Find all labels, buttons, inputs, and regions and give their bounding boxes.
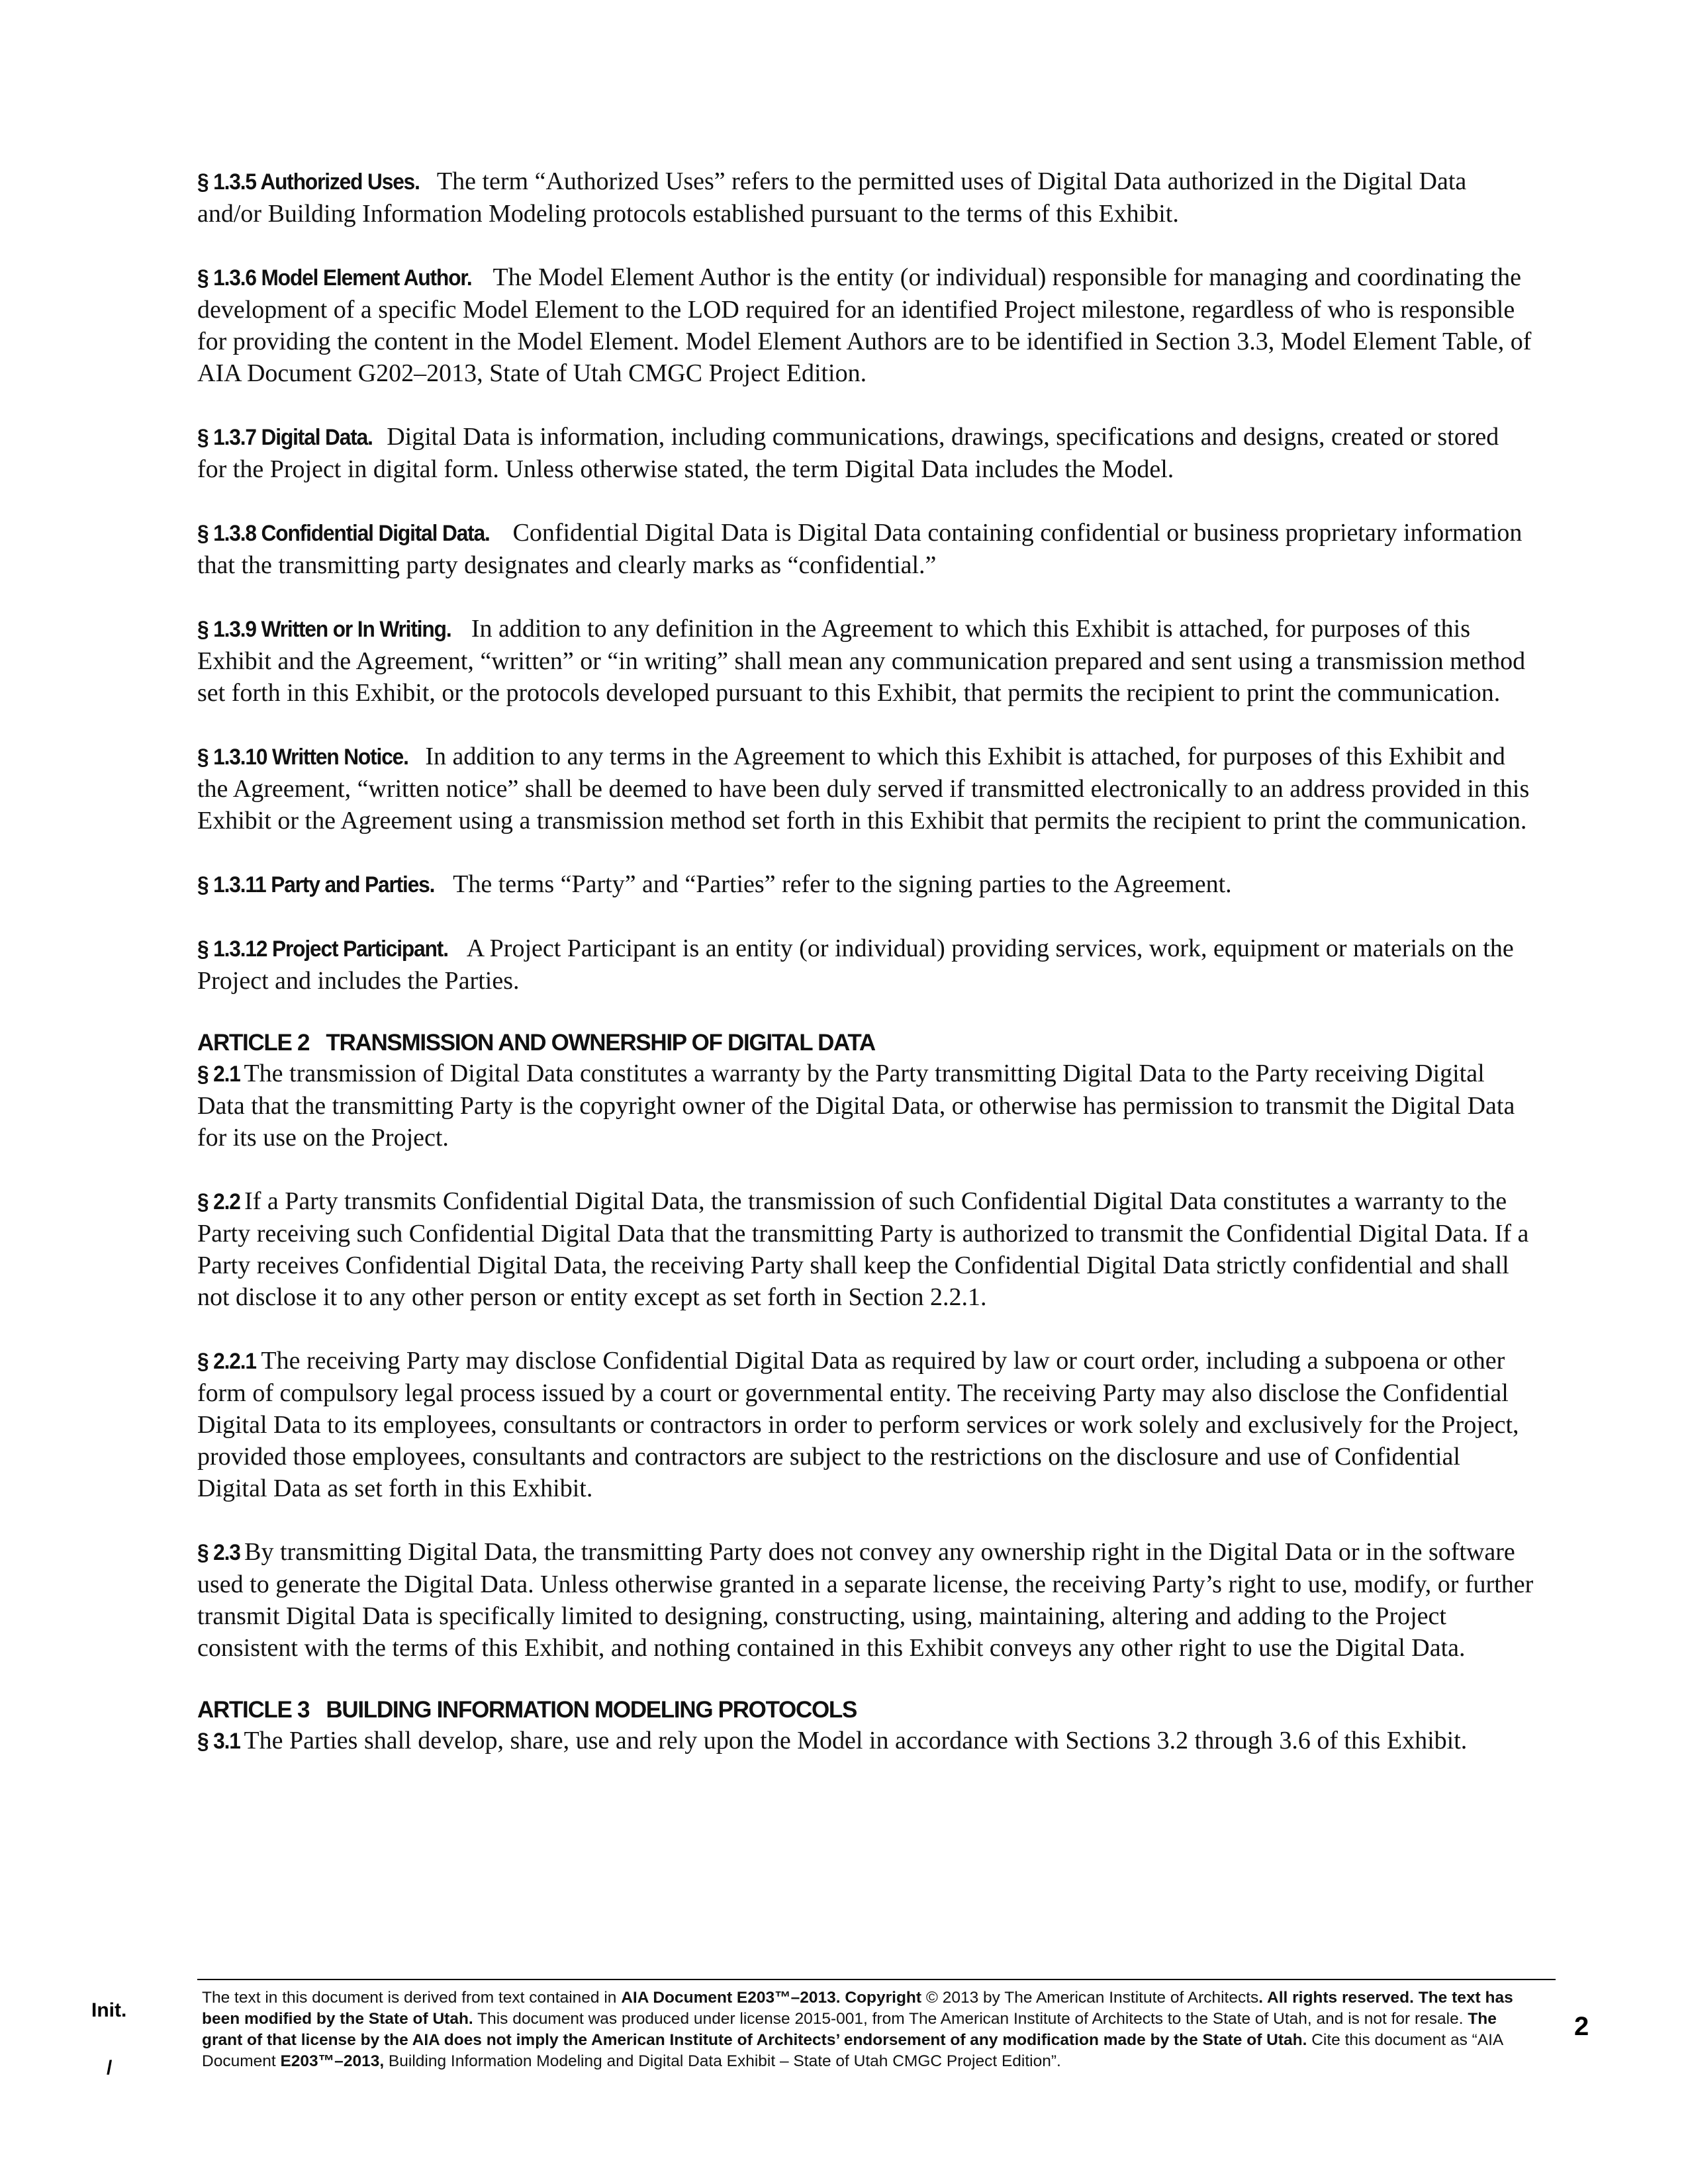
article-2-title: ARTICLE 2 TRANSMISSION AND OWNERSHIP OF DIGITAL DATA <box>197 1030 875 1056</box>
copyright-notice-part: Building Information Modeling and Digital Data Exhibit – State of Utah CMGC Project Edition”. <box>384 2052 1061 2070</box>
section-heading: § 1.3.12 Project Participant. <box>197 936 448 962</box>
section-text: Digital Data is information, including communications, drawings, specifications and designs, created or stored for the Project in digital form. Unless otherwise stated, the term Digital Data includes the Model. <box>197 423 1499 483</box>
section-text: The Parties shall develop, share, use and rely upon the Model in accordance with Sections 3.2 through 3.6 of this Exhibit. <box>238 1727 1468 1754</box>
copyright-notice-part: . All rights reserved. The text has been modified by the State of Utah. <box>202 1989 1513 2028</box>
section-text: In addition to any definition in the Agreement to which this Exhibit is attached, for purposes of this Exhibit and the Agreement, “written” or “in writing” shall mean any communication prepared and sent using a transmission method set forth in this Exhibit, or the protocols developed pursuant to this Exhibit, that permits the recipient to print the communication. <box>197 615 1526 707</box>
section-1-3-11 <box>197 868 1534 901</box>
section-heading: § 1.3.8 Confidential Digital Data. <box>197 521 490 546</box>
section-1-3-7 <box>197 421 1534 485</box>
section-text: The term “Authorized Uses” refers to the permitted uses of Digital Data authorized in the Digital Data and/or Building Information Modeling protocols established pursuant to the terms of this Exhibit. <box>197 167 1467 228</box>
initials-slash: / <box>107 2057 113 2079</box>
section-heading: § 1.3.7 Digital Data. <box>197 425 373 450</box>
footer-divider <box>197 1979 1556 1980</box>
section-2-2-1 <box>197 1345 1534 1504</box>
article-2 <box>197 1028 1534 1154</box>
article-3 <box>197 1696 1534 1757</box>
document-body <box>197 165 1534 1789</box>
section-text: Confidential Digital Data is Digital Data containing confidential or business proprietary information that the transmitting party designates and clearly marks as “confidential.” <box>197 519 1523 579</box>
section-1-3-6 <box>197 261 1534 389</box>
section-heading: § 2.3 <box>197 1540 240 1565</box>
section-text: By transmitting Digital Data, the transmitting Party does not convey any ownership right in the Digital Data or in the software used to generate the Digital Data. Unless otherwise granted in a separate license, the receiving Party’s right to use, modify, or further transmit Digital Data is specifically limited to designing, constructing, using, maintaining, altering and adding to the Project consistent with the terms of this Exhibit, and nothing contained in this Exhibit conveys any other right to use the Digital Data. <box>197 1538 1534 1662</box>
page-number: 2 <box>1574 2012 1589 2041</box>
copyright-notice-part: The text in this document is derived from text contained in <box>202 1989 622 2007</box>
section-text: The Model Element Author is the entity (or individual) responsible for managing and coordinating the development of a specific Model Element to the LOD required for an identified Project milestone, regardless of who is responsible for providing the content in the Model Element. Model Element Authors are to be identified in Section 3.3, Model Element Table, of AIA Document G202–2013, State of Utah CMGC Project Edition. <box>197 263 1532 387</box>
copyright-notice <box>202 1987 1532 2072</box>
section-3-1 <box>197 1725 1534 1757</box>
section-1-3-8 <box>197 517 1534 581</box>
copyright-notice-part: This document was produced under license 2015-001, from The American Institute of Architects to the State of Utah, and is not for resale. <box>473 2010 1468 2028</box>
section-2-1 <box>197 1058 1534 1154</box>
article-3-title: ARTICLE 3 BUILDING INFORMATION MODELING PROTOCOLS <box>197 1697 857 1723</box>
section-heading: § 1.3.10 Written Notice. <box>197 745 408 770</box>
section-1-3-12 <box>197 933 1534 997</box>
copyright-notice-part: The grant of that license by the AIA does not imply the American Institute of Architects’ endorsement of any modification made by the State of Utah. <box>202 2010 1497 2049</box>
section-1-3-10 <box>197 741 1534 837</box>
section-heading: § 3.1 <box>197 1729 240 1754</box>
section-heading: § 1.3.6 Model Element Author. <box>197 265 472 291</box>
section-heading: § 1.3.9 Written or In Writing. <box>197 617 451 642</box>
section-heading: § 2.1 <box>197 1062 240 1087</box>
section-text: The terms “Party” and “Parties” refer to the signing parties to the Agreement. <box>447 870 1232 898</box>
section-heading: § 2.2 <box>197 1189 240 1214</box>
section-text: In addition to any terms in the Agreement to which this Exhibit is attached, for purposes of this Exhibit and the Agreement, “written notice” shall be deemed to have been duly served if transmitted electronically to an address provided in this Exhibit or the Agreement using a transmission method set forth in this Exhibit that permits the recipient to print the communication. <box>197 743 1530 835</box>
section-2-2 <box>197 1185 1534 1313</box>
section-heading: § 1.3.5 Authorized Uses. <box>197 169 420 195</box>
section-text: If a Party transmits Confidential Digital Data, the transmission of such Confidential Digital Data constitutes a warranty to the Party receiving such Confidential Digital Data that the transmitting Party is authorized to transmit the Confidential Digital Data. If a Party receives Confidential Digital Data, the receiving Party shall keep the Confidential Digital Data strictly confidential and shall not disclose it to any other person or entity except as set forth in Section 2.2.1. <box>197 1187 1529 1311</box>
section-1-3-5 <box>197 165 1534 230</box>
section-text: A Project Participant is an entity (or individual) providing services, work, equipment or materials on the Project and includes the Parties. <box>197 934 1514 995</box>
section-text: The receiving Party may disclose Confidential Digital Data as required by law or court order, including a subpoena or other form of compulsory legal process issued by a court or governmental entity. The receiving Party may also disclose the Confidential Digital Data to its employees, consultants or contractors in order to perform services or work solely and exclusively for the Project, provided those employees, consultants and contractors are subject to the restrictions on the disclosure and use of Confidential Digital Data as set forth in this Exhibit. <box>197 1347 1519 1502</box>
initials-label: Init. <box>91 1999 127 2021</box>
copyright-notice-part: Cite this document as “AIA Document <box>202 2031 1503 2070</box>
section-2-3 <box>197 1536 1534 1664</box>
copyright-notice-part: AIA Document E203™–2013. Copyright <box>621 1989 922 2007</box>
copyright-notice-part: E203™–2013, <box>280 2052 385 2070</box>
section-1-3-9 <box>197 613 1534 709</box>
section-heading: § 2.2.1 <box>197 1349 256 1374</box>
copyright-notice-part: © 2013 by The American Institute of Architects <box>921 1989 1259 2007</box>
section-heading: § 1.3.11 Party and Parties. <box>197 872 435 897</box>
section-text: The transmission of Digital Data constitutes a warranty by the Party transmitting Digital Data to the Party receiving Digital Data that the transmitting Party is the copyright owner of the Digital Data, or otherwise has permission to transmit the Digital Data for its use on the Project. <box>197 1060 1515 1152</box>
